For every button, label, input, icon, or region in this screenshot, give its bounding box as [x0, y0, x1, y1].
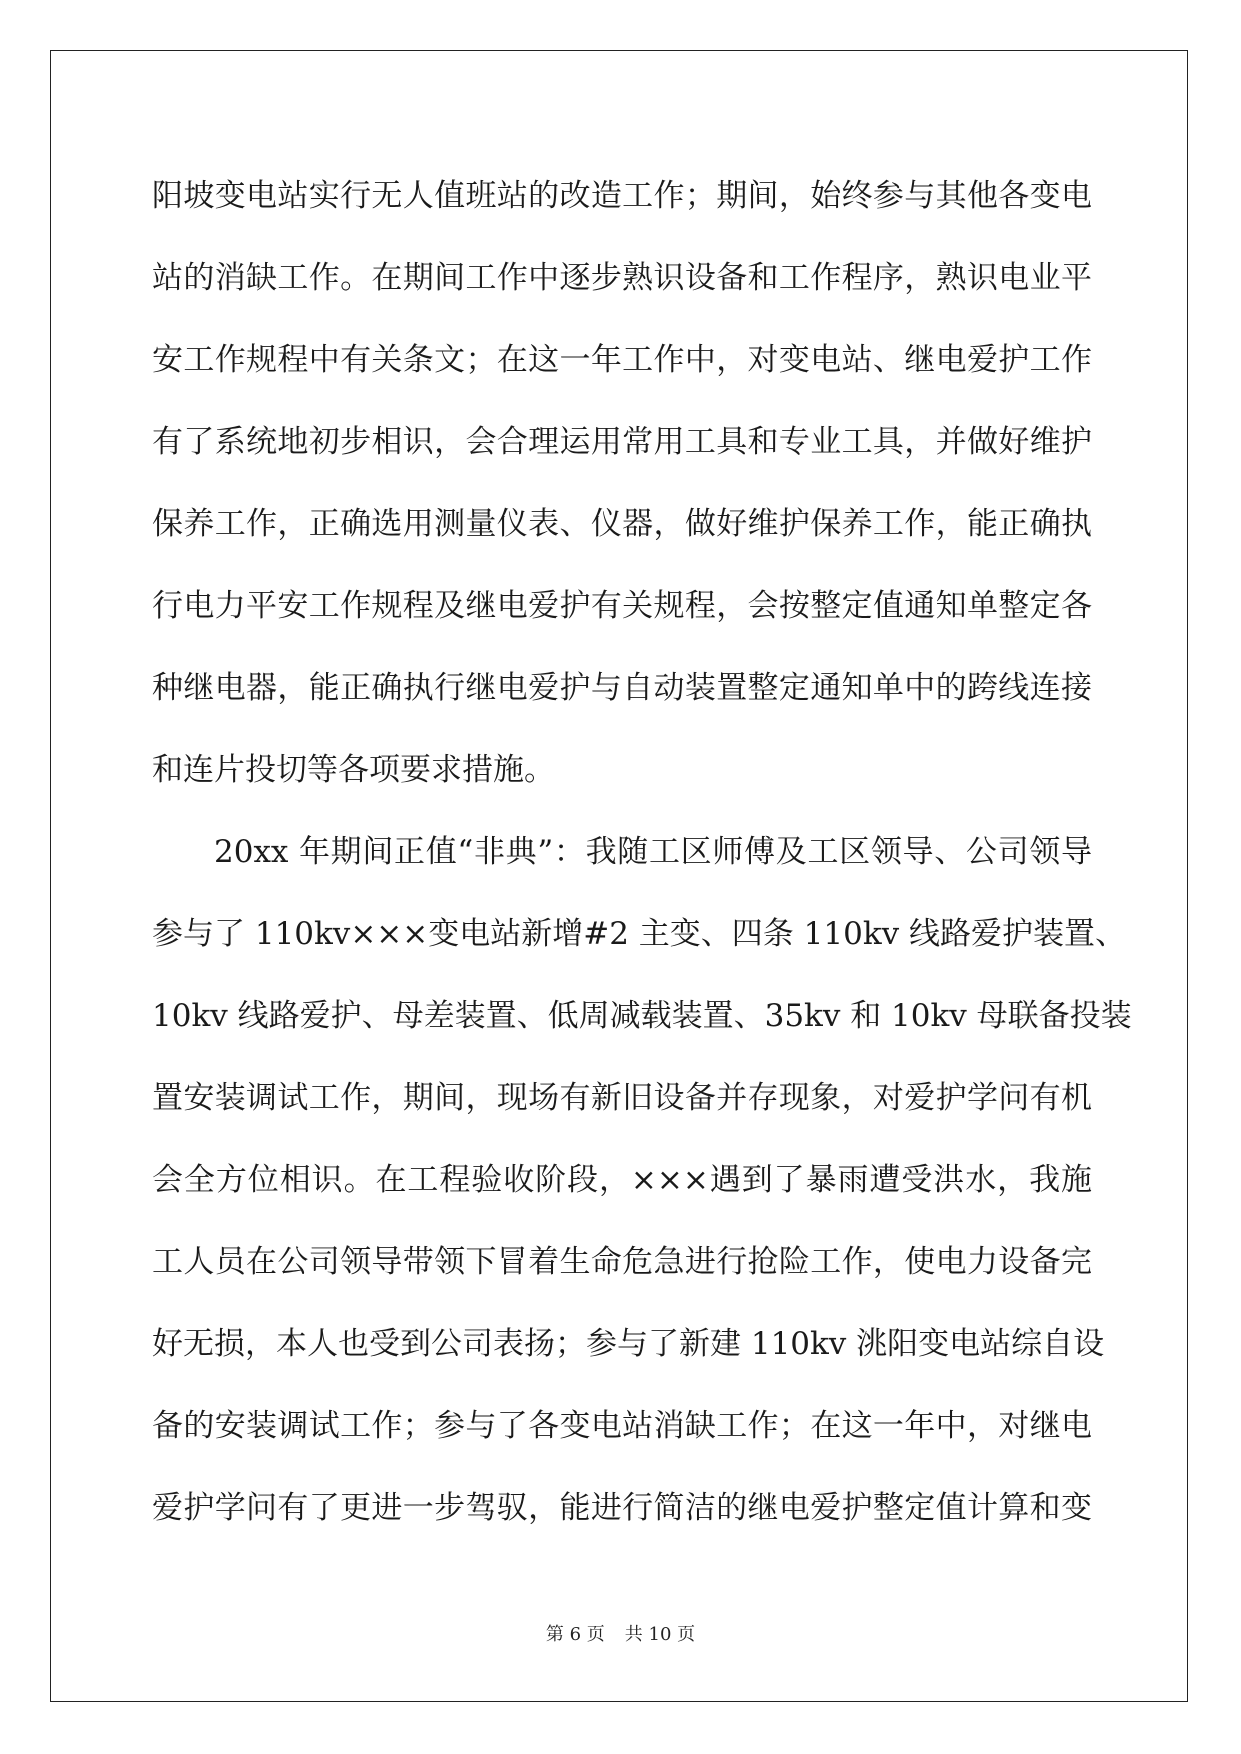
page-number-current: 第 6 页	[545, 1624, 605, 1645]
paragraph-first-line: 20xx 年期间正值“非典”：我随工区师傅及工区领导、公司领导	[214, 834, 1092, 870]
text-line: 备的安装调试工作；参与了各变电站消缺工作；在这一年中，对继电	[152, 1408, 1092, 1444]
text-line: 工人员在公司领导带领下冒着生命危急进行抢险工作，使电力设备完	[152, 1244, 1092, 1280]
text-line: 安工作规程中有关条文；在这一年工作中，对变电站、继电爱护工作	[152, 342, 1092, 378]
text-line: 站的消缺工作。在期间工作中逐步熟识设备和工作程序，熟识电业平	[152, 260, 1092, 296]
body-text	[152, 155, 1132, 1549]
page-number-total: 共 10 页	[624, 1624, 696, 1645]
text-line: 参与了 110kv×××变电站新增#2 主变、四条 110kv 线路爱护装置、	[152, 916, 1126, 952]
text-line: 保养工作，正确选用测量仪表、仪器，做好维护保养工作，能正确执	[152, 506, 1092, 542]
text-line: 行电力平安工作规程及继电爱护有关规程，会按整定值通知单整定各	[152, 588, 1092, 624]
text-line: 好无损，本人也受到公司表扬；参与了新建 110kv 洮阳变电站综自设	[152, 1326, 1105, 1362]
text-line: 10kv 线路爱护、母差装置、低周减载装置、35kv 和 10kv 母联备投装	[152, 998, 1132, 1034]
text-line: 会全方位相识。在工程验收阶段，×××遇到了暴雨遭受洪水，我施	[152, 1162, 1092, 1198]
text-line: 阳坡变电站实行无人值班站的改造工作；期间，始终参与其他各变电	[152, 178, 1092, 214]
text-line: 有了系统地初步相识，会合理运用常用工具和专业工具，并做好维护	[152, 424, 1092, 460]
text-line: 和连片投切等各项要求措施。	[152, 752, 555, 788]
text-line: 爱护学问有了更进一步驾驭，能进行简洁的继电爱护整定值计算和变	[152, 1490, 1092, 1526]
text-line: 种继电器，能正确执行继电爱护与自动装置整定通知单中的跨线连接	[152, 670, 1092, 706]
text-line: 置安装调试工作，期间，现场有新旧设备并存现象，对爱护学问有机	[152, 1080, 1092, 1116]
page-footer	[0, 1620, 1241, 1646]
